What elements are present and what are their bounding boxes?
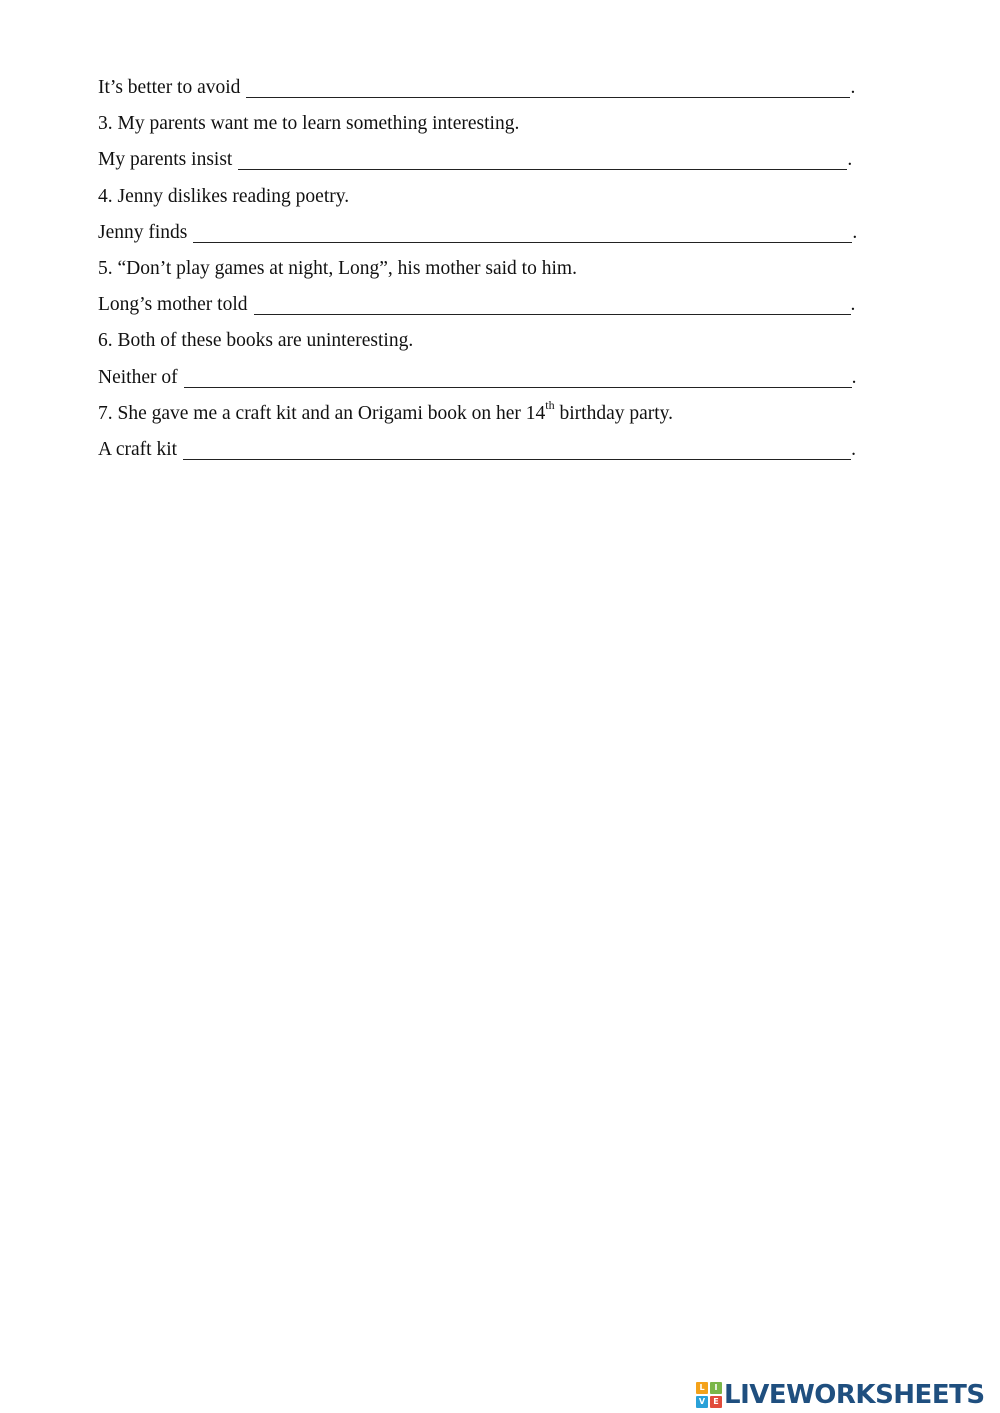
line-end: . bbox=[852, 221, 858, 243]
question-5 bbox=[98, 255, 888, 291]
answer-blank-4[interactable] bbox=[193, 219, 852, 243]
answer-prompt: My parents insist bbox=[98, 149, 233, 171]
worksheet-exercise bbox=[98, 74, 888, 472]
logo-mark-cell-2: I bbox=[710, 1382, 722, 1394]
answer-blank-5[interactable] bbox=[254, 291, 851, 315]
logo-mark-cell-4: E bbox=[710, 1396, 722, 1408]
question-text bbox=[98, 400, 673, 428]
line-end: . bbox=[851, 438, 856, 460]
logo-mark-cell-3: V bbox=[696, 1396, 708, 1408]
question-text: 3. My parents want me to learn something interesting. bbox=[98, 113, 520, 135]
question-7 bbox=[98, 400, 888, 436]
question-text: 6. Both of these books are uninteresting. bbox=[98, 330, 414, 352]
answer-line-row-3 bbox=[98, 146, 888, 182]
question-6 bbox=[98, 327, 888, 363]
answer-prompt: A craft kit bbox=[98, 438, 178, 460]
answer-line-row-1 bbox=[98, 74, 888, 110]
line-end: . bbox=[850, 294, 856, 316]
answer-prompt: Long’s mother told bbox=[98, 294, 248, 316]
question-text: 4. Jenny dislikes reading poetry. bbox=[98, 185, 350, 207]
answer-blank-3[interactable] bbox=[238, 146, 847, 170]
logo-mark-cell-1: L bbox=[696, 1382, 708, 1394]
logo-text: LIVEWORKSHEETS bbox=[724, 1380, 985, 1410]
liveworksheets-logo bbox=[696, 1380, 985, 1410]
answer-line-row-5 bbox=[98, 291, 888, 327]
answer-prompt: Jenny finds bbox=[98, 221, 188, 243]
line-end: . bbox=[850, 77, 856, 98]
line-end: . bbox=[851, 366, 857, 388]
answer-blank-6[interactable] bbox=[184, 364, 852, 388]
answer-line-row-7 bbox=[98, 436, 888, 472]
live-logo-icon bbox=[696, 1382, 722, 1408]
answer-prompt: Neither of bbox=[98, 366, 178, 388]
question-4 bbox=[98, 183, 888, 219]
answer-blank-7[interactable] bbox=[183, 436, 851, 460]
question-text: 5. “Don’t play games at night, Long”, his mother said to him. bbox=[98, 257, 577, 279]
answer-blank-1[interactable] bbox=[246, 74, 850, 98]
answer-line-row-4 bbox=[98, 219, 888, 255]
ordinal-suffix: th bbox=[545, 398, 555, 413]
answer-line-row-6 bbox=[98, 364, 888, 400]
question-3 bbox=[98, 110, 888, 146]
question-text-after: birthday party. bbox=[554, 402, 674, 424]
answer-prompt: It’s better to avoid bbox=[98, 77, 241, 98]
question-text-before: 7. She gave me a craft kit and an Origami book on her 14 bbox=[98, 402, 546, 424]
line-end: . bbox=[847, 149, 853, 171]
